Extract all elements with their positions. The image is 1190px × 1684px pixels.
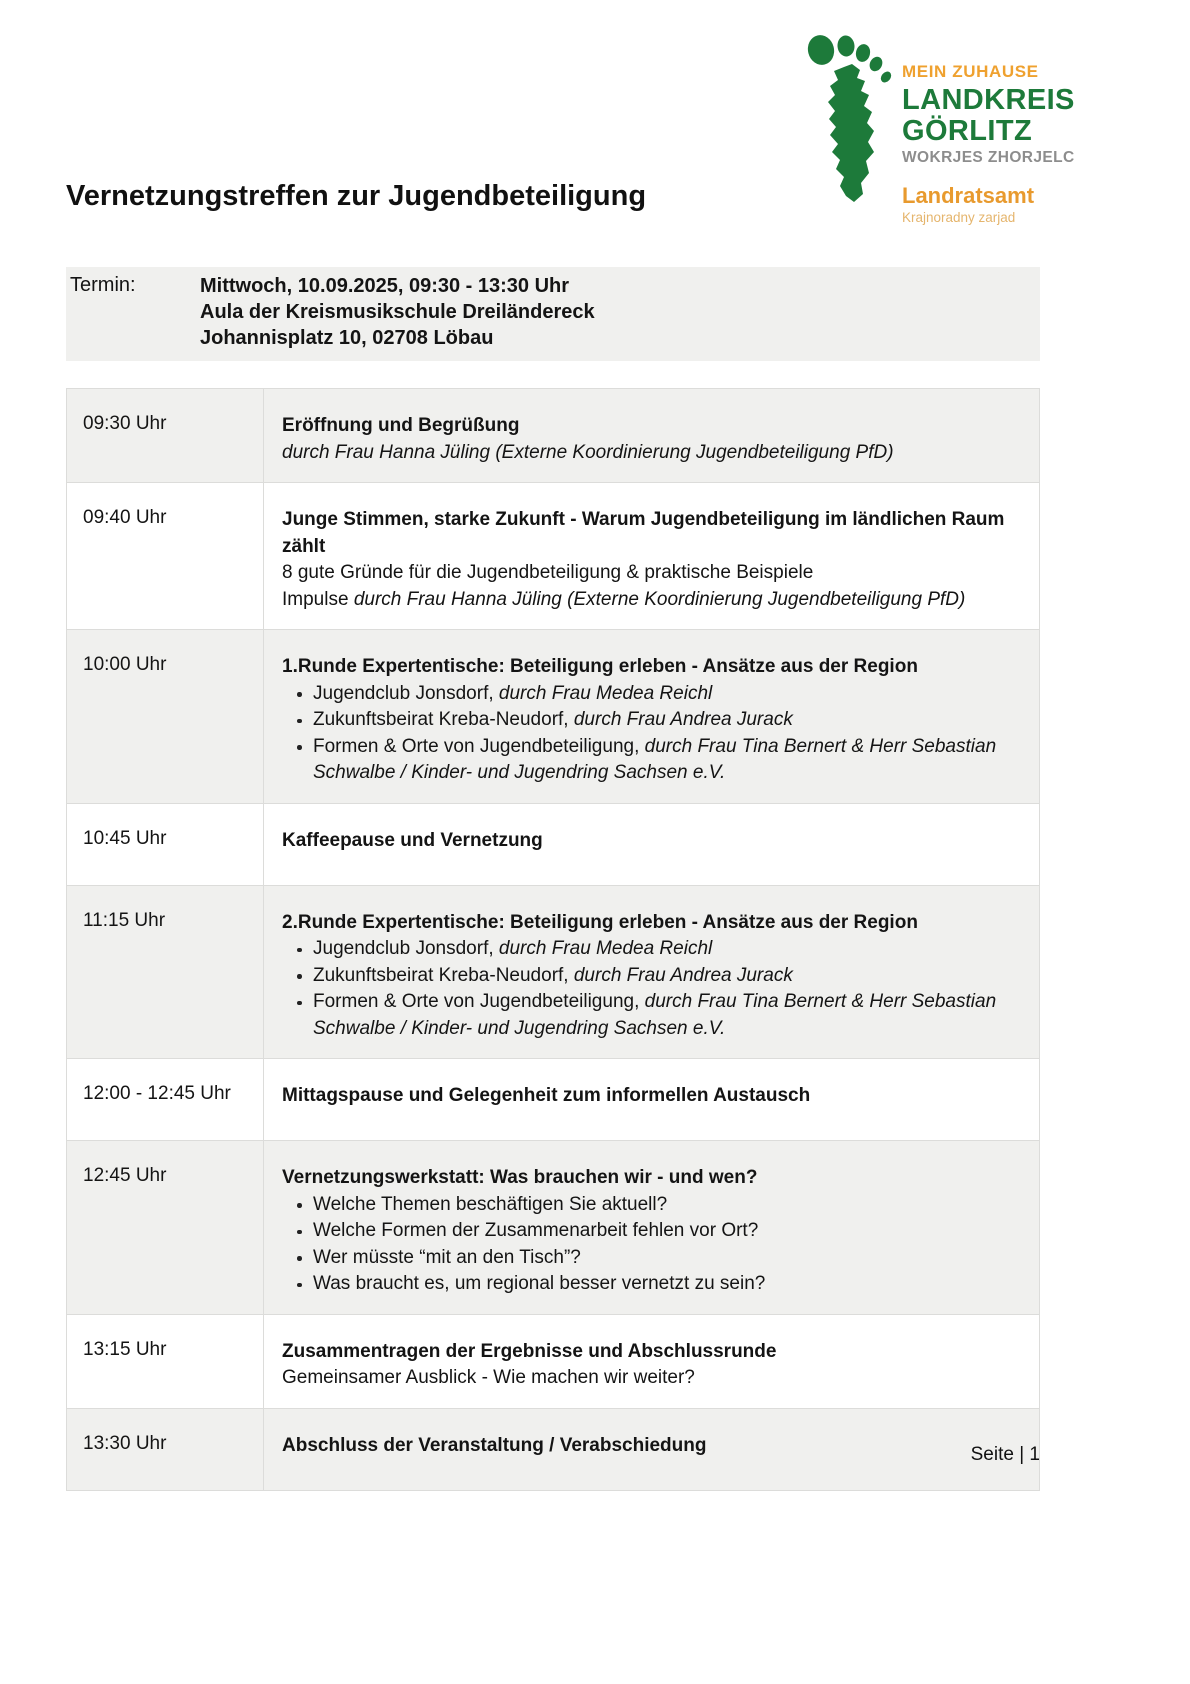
row-time: 12:45 Uhr bbox=[83, 1165, 167, 1186]
row-content bbox=[263, 1141, 1039, 1314]
text-segment: durch Frau Medea Reichl bbox=[498, 682, 713, 704]
text-segment: Wer müsste “mit an den Tisch”? bbox=[313, 1246, 581, 1268]
text-segment: Impulse bbox=[282, 588, 354, 610]
row-line bbox=[282, 440, 1013, 467]
text-segment: durch Frau Andrea Jurack bbox=[573, 709, 793, 730]
text-segment: Mittagspause und Gelegenheit zum informellen Austausch bbox=[282, 1085, 811, 1106]
termin-venue-line: Aula der Kreismusikschule Dreiländereck bbox=[200, 301, 595, 323]
page-number: Seite | 1 bbox=[970, 1444, 1040, 1465]
row-heading bbox=[282, 910, 1013, 937]
schedule-row bbox=[67, 1141, 1039, 1315]
row-line bbox=[282, 1365, 1013, 1392]
text-segment: durch Frau Tina Bernert & Herr Sebastian Schwalbe / Kinder- und Jugendring Sachsen e.V. bbox=[313, 735, 997, 783]
row-content bbox=[263, 1315, 1039, 1408]
text-segment: Welche Themen beschäftigen Sie aktuell? bbox=[313, 1193, 668, 1215]
landkreis-goerlitz-logo bbox=[806, 34, 1075, 225]
termin-date-line: Mittwoch, 10.09.2025, 09:30 - 13:30 Uhr bbox=[200, 275, 570, 297]
row-time: 13:30 Uhr bbox=[83, 1432, 167, 1454]
termin-details bbox=[200, 273, 595, 351]
row-bullet bbox=[282, 681, 1013, 708]
schedule-row bbox=[67, 804, 1039, 886]
row-time: 10:45 Uhr bbox=[83, 827, 167, 849]
text-segment: Vernetzungswerkstatt: Was brauchen wir - und wen? bbox=[282, 1167, 758, 1188]
logo-text-block bbox=[902, 34, 1075, 225]
row-time: 09:40 Uhr bbox=[83, 507, 167, 528]
schedule-row bbox=[67, 1315, 1039, 1409]
schedule-row bbox=[67, 886, 1039, 1060]
row-content bbox=[263, 389, 1039, 482]
text-segment: 2.Runde Expertentische: Beteiligung erleben - Ansätze aus der Region bbox=[282, 911, 918, 933]
row-bullet bbox=[282, 936, 1013, 963]
row-heading bbox=[282, 1083, 1013, 1110]
row-line bbox=[282, 560, 1013, 587]
row-content bbox=[263, 630, 1039, 803]
page-title: Vernetzungstreffen zur Jugendbeteiligung bbox=[66, 180, 647, 212]
text-segment: durch Frau Hanna Jüling (Externe Koordinierung Jugendbeteiligung PfD) bbox=[282, 441, 894, 463]
termin-label: Termin: bbox=[70, 274, 136, 296]
row-bullet bbox=[282, 734, 1013, 787]
row-heading bbox=[282, 1339, 1013, 1366]
text-segment: Eröffnung und Begrüßung bbox=[282, 415, 520, 436]
row-time: 10:00 Uhr bbox=[83, 654, 167, 675]
row-bullet bbox=[282, 1192, 1013, 1219]
row-heading bbox=[282, 654, 1013, 681]
row-content bbox=[263, 804, 1039, 885]
text-segment: durch Frau Andrea Jurack bbox=[573, 964, 793, 986]
text-segment: Zusammentragen der Ergebnisse und Abschlussrunde bbox=[282, 1340, 777, 1362]
logo-tagline: MEIN ZUHAUSE bbox=[902, 62, 1039, 81]
schedule-table bbox=[66, 388, 1040, 1491]
row-bullet bbox=[282, 1271, 1013, 1298]
text-segment: 1.Runde Expertentische: Beteiligung erleben - Ansätze aus der Region bbox=[282, 656, 918, 677]
row-content bbox=[263, 483, 1039, 629]
schedule-row bbox=[67, 483, 1039, 630]
footprint-map-icon bbox=[806, 34, 894, 220]
text-segment: durch Frau Tina Bernert & Herr Sebastian Schwalbe / Kinder- und Jugendring Sachsen e.V. bbox=[313, 991, 997, 1039]
row-bullet bbox=[282, 963, 1013, 990]
row-bullet bbox=[282, 707, 1013, 734]
row-heading bbox=[282, 1165, 1013, 1192]
row-bullet bbox=[282, 1218, 1013, 1245]
row-bullet bbox=[282, 1245, 1013, 1272]
text-segment: Zukunftsbeirat Kreba-Neudorf, bbox=[313, 964, 574, 986]
text-segment: Junge Stimmen, starke Zukunft - Warum Jugendbeteiligung im ländlichen Raum zählt bbox=[282, 509, 1005, 557]
text-segment: Formen & Orte von Jugendbeteiligung, bbox=[313, 735, 645, 757]
text-segment: Formen & Orte von Jugendbeteiligung, bbox=[313, 991, 645, 1012]
row-bullet bbox=[282, 989, 1013, 1042]
text-segment: Kaffeepause und Vernetzung bbox=[282, 829, 543, 851]
row-content bbox=[263, 1059, 1039, 1140]
text-segment: Abschluss der Veranstaltung / Verabschiedung bbox=[282, 1434, 707, 1456]
schedule-row bbox=[67, 1059, 1039, 1141]
text-segment: durch Frau Medea Reichl bbox=[498, 938, 713, 959]
logo-name-line2: GÖRLITZ bbox=[902, 115, 1033, 147]
logo-office: Landratsamt bbox=[902, 183, 1035, 208]
row-content bbox=[263, 886, 1039, 1059]
logo-name-line1: LANDKREIS bbox=[902, 84, 1075, 116]
text-segment: 8 gute Gründe für die Jugendbeteiligung & praktische Beispiele bbox=[282, 562, 814, 583]
termin-block bbox=[66, 267, 1040, 361]
text-segment: Welche Formen der Zusammenarbeit fehlen vor Ort? bbox=[313, 1220, 759, 1241]
text-segment: durch Frau Hanna Jüling (Externe Koordinierung Jugendbeteiligung PfD) bbox=[353, 588, 966, 610]
text-segment: Was braucht es, um regional besser vernetzt zu sein? bbox=[313, 1273, 766, 1294]
row-line bbox=[282, 587, 1013, 614]
row-heading bbox=[282, 413, 1013, 440]
text-segment: Jugendclub Jonsdorf, bbox=[313, 938, 499, 959]
row-time: 09:30 Uhr bbox=[83, 413, 167, 434]
row-heading bbox=[282, 507, 1013, 560]
text-segment: Gemeinsamer Ausblick - Wie machen wir weiter? bbox=[282, 1367, 695, 1388]
row-time: 13:15 Uhr bbox=[83, 1338, 167, 1360]
row-time: 11:15 Uhr bbox=[83, 909, 166, 931]
text-segment: Zukunftsbeirat Kreba-Neudorf, bbox=[313, 709, 574, 730]
termin-address-line: Johannisplatz 10, 02708 Löbau bbox=[200, 327, 494, 349]
schedule-row bbox=[67, 630, 1039, 804]
row-time: 12:00 - 12:45 Uhr bbox=[83, 1083, 231, 1104]
row-heading bbox=[282, 828, 1013, 855]
logo-sorbian-name: WOKRJES ZHORJELC bbox=[902, 149, 1075, 166]
text-segment: Jugendclub Jonsdorf, bbox=[313, 682, 499, 704]
logo-office-sorbian: Krajnoradny zarjad bbox=[902, 210, 1016, 225]
schedule-row bbox=[67, 389, 1039, 483]
